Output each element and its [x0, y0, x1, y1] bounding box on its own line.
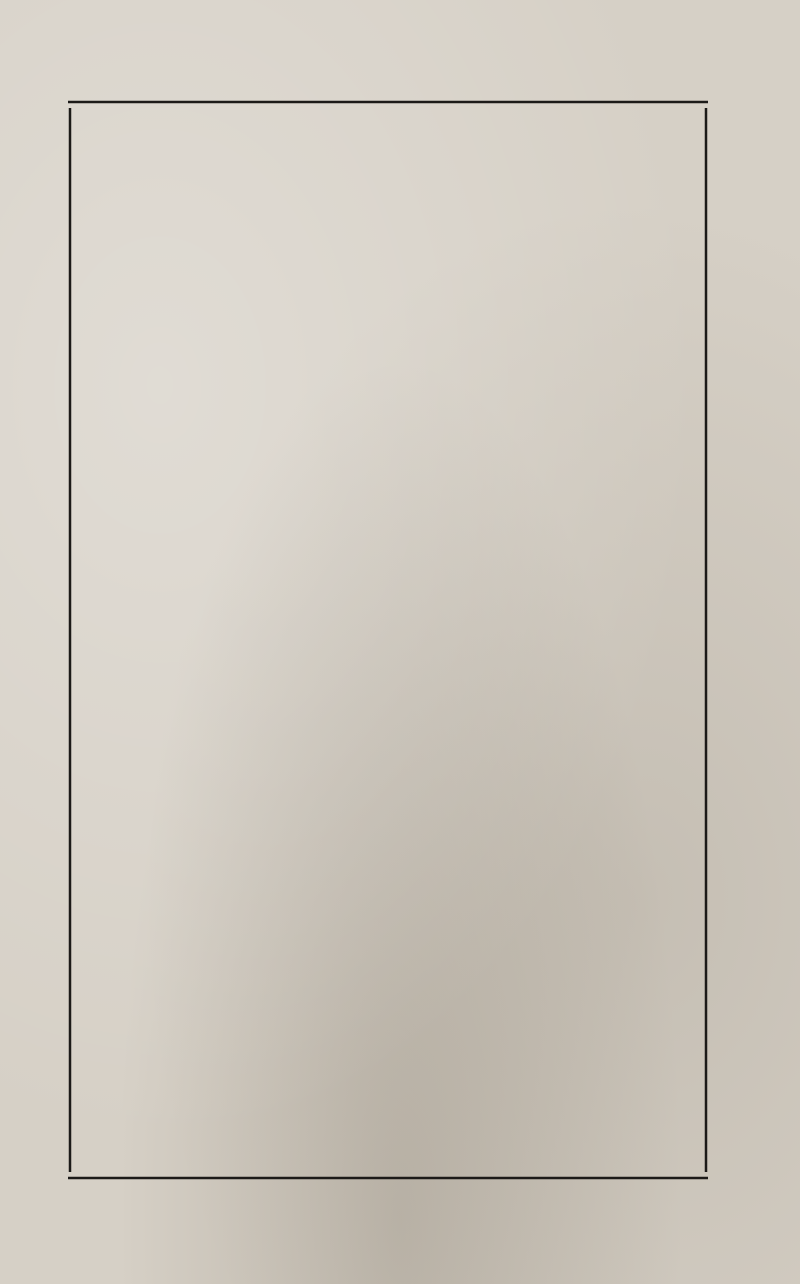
right-border — [694, 108, 708, 1172]
top-border — [68, 100, 708, 112]
bottom-border — [68, 1168, 708, 1180]
ornamental-border — [68, 100, 708, 1180]
left-border — [68, 108, 82, 1172]
